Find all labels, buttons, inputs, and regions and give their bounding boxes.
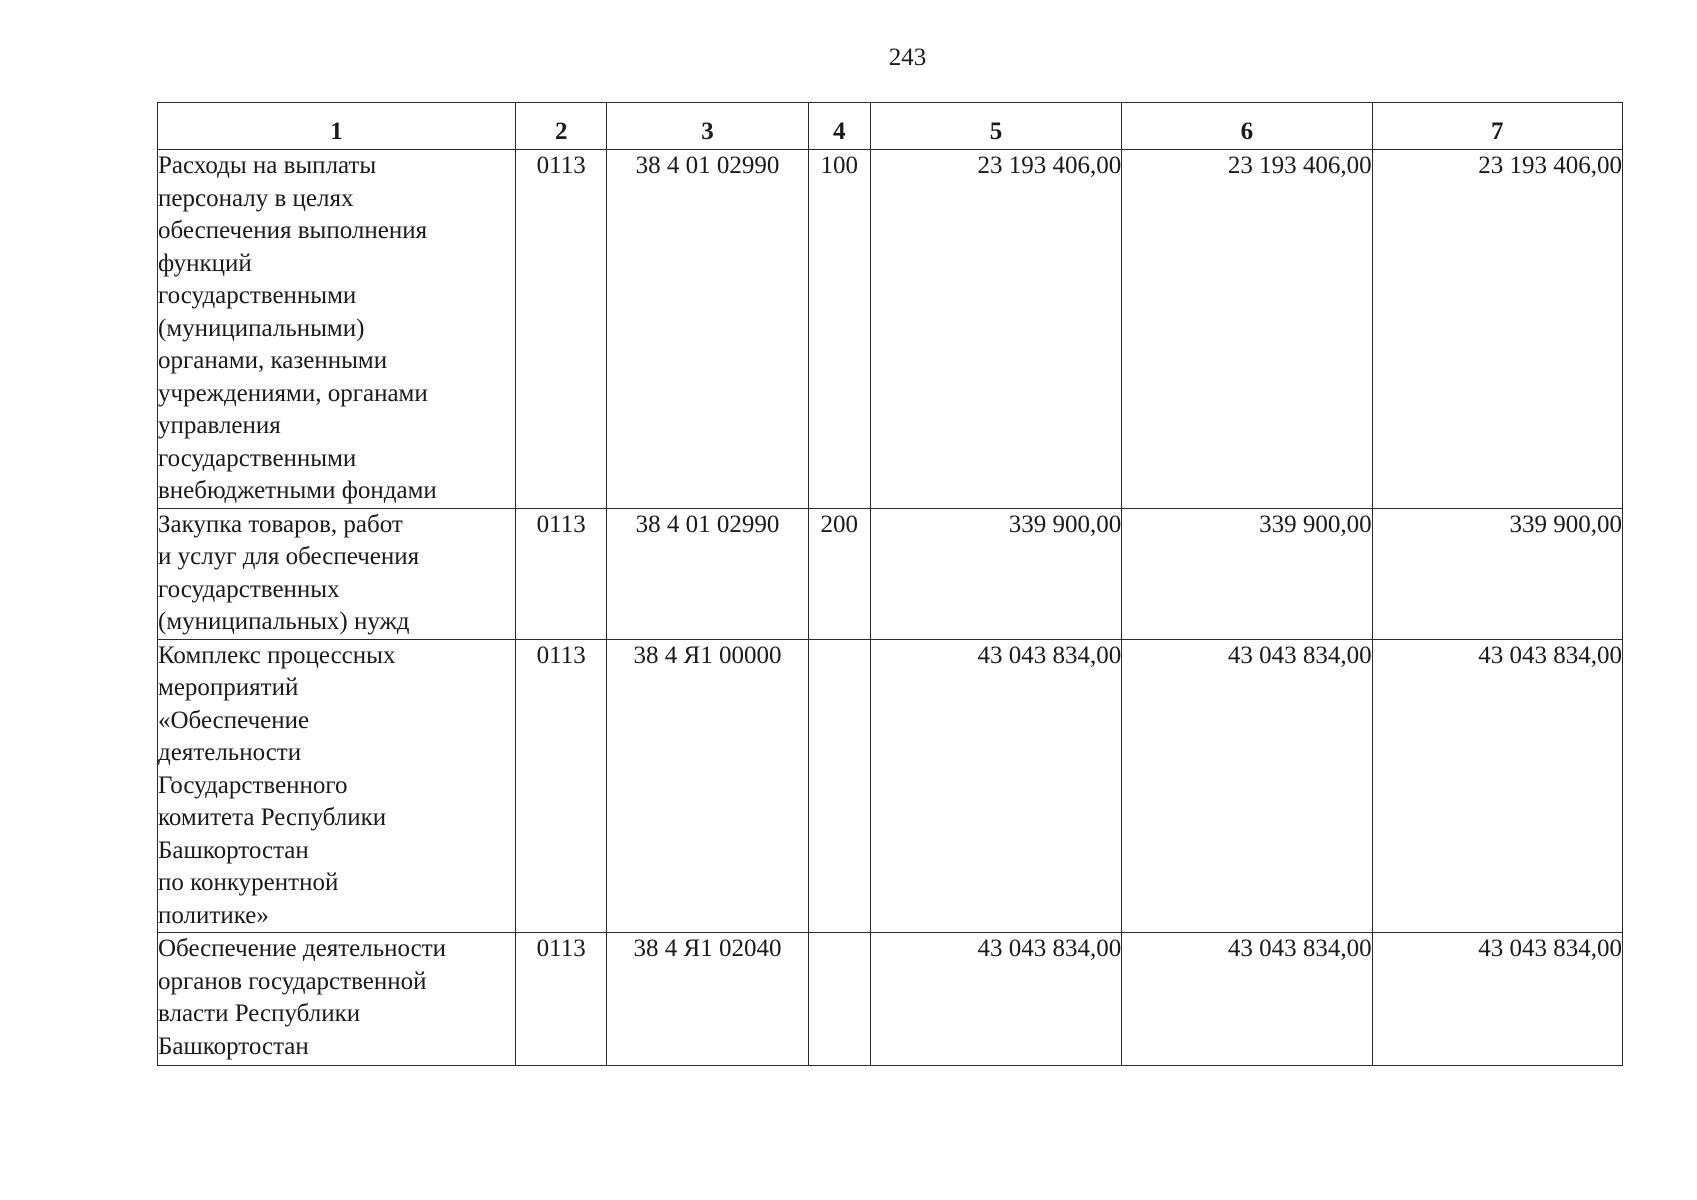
amount-cell-7: 23 193 406,00 bbox=[1372, 150, 1622, 509]
row-name-cell bbox=[158, 508, 516, 639]
amount-cell-5: 23 193 406,00 bbox=[870, 150, 1121, 509]
target-code-cell: 38 4 01 02990 bbox=[607, 150, 808, 509]
row-name: Комплекс процессных мероприятий «Обеспечение деятельности Государственного комитета Республики Башкортостан по конкурентной политике» bbox=[158, 641, 396, 929]
column-header-7: 7 bbox=[1372, 103, 1622, 150]
row-name: Обеспечение деятельности органов государственной власти Республики Башкортостан bbox=[158, 935, 447, 1060]
row-name-cell bbox=[158, 150, 516, 509]
section-code-cell: 0113 bbox=[515, 639, 606, 933]
amount-cell-7: 43 043 834,00 bbox=[1372, 933, 1622, 1066]
table-header-row bbox=[158, 103, 1623, 150]
expense-type-cell: 100 bbox=[808, 150, 870, 509]
expense-type-cell bbox=[808, 933, 870, 1066]
target-code-cell: 38 4 Я1 02040 bbox=[607, 933, 808, 1066]
row-name-cell bbox=[158, 933, 516, 1066]
row-name-cell bbox=[158, 639, 516, 933]
column-header-1: 1 bbox=[158, 103, 516, 150]
row-name: Закупка товаров, работ и услуг для обеспечения государственных (муниципальных) нужд bbox=[158, 510, 420, 635]
table-row bbox=[158, 639, 1623, 933]
amount-cell-5: 43 043 834,00 bbox=[870, 933, 1121, 1066]
amount-cell-6: 43 043 834,00 bbox=[1122, 639, 1372, 933]
table-row bbox=[158, 508, 1623, 639]
section-code-cell: 0113 bbox=[515, 933, 606, 1066]
column-header-6: 6 bbox=[1122, 103, 1372, 150]
page-number: 243 bbox=[888, 44, 927, 71]
column-header-2: 2 bbox=[515, 103, 606, 150]
amount-cell-6: 43 043 834,00 bbox=[1122, 933, 1372, 1066]
target-code-cell: 38 4 01 02990 bbox=[607, 508, 808, 639]
column-header-4: 4 bbox=[808, 103, 870, 150]
table-row bbox=[158, 933, 1623, 1066]
amount-cell-7: 339 900,00 bbox=[1372, 508, 1622, 639]
amount-cell-7: 43 043 834,00 bbox=[1372, 639, 1622, 933]
section-code-cell: 0113 bbox=[515, 150, 606, 509]
amount-cell-5: 339 900,00 bbox=[870, 508, 1121, 639]
expense-type-cell bbox=[808, 639, 870, 933]
amount-cell-5: 43 043 834,00 bbox=[870, 639, 1121, 933]
amount-cell-6: 339 900,00 bbox=[1122, 508, 1372, 639]
expense-type-cell: 200 bbox=[808, 508, 870, 639]
budget-table bbox=[157, 102, 1623, 1066]
amount-cell-6: 23 193 406,00 bbox=[1122, 150, 1372, 509]
section-code-cell: 0113 bbox=[515, 508, 606, 639]
column-header-5: 5 bbox=[870, 103, 1121, 150]
target-code-cell: 38 4 Я1 00000 bbox=[607, 639, 808, 933]
row-name: Расходы на выплаты персоналу в целях обеспечения выполнения функций государственными (муниципальными) органами, казенными учреждениями, органами управления государственными внебюджетными фондами bbox=[158, 152, 437, 504]
column-header-3: 3 bbox=[607, 103, 808, 150]
table-row bbox=[158, 150, 1623, 509]
